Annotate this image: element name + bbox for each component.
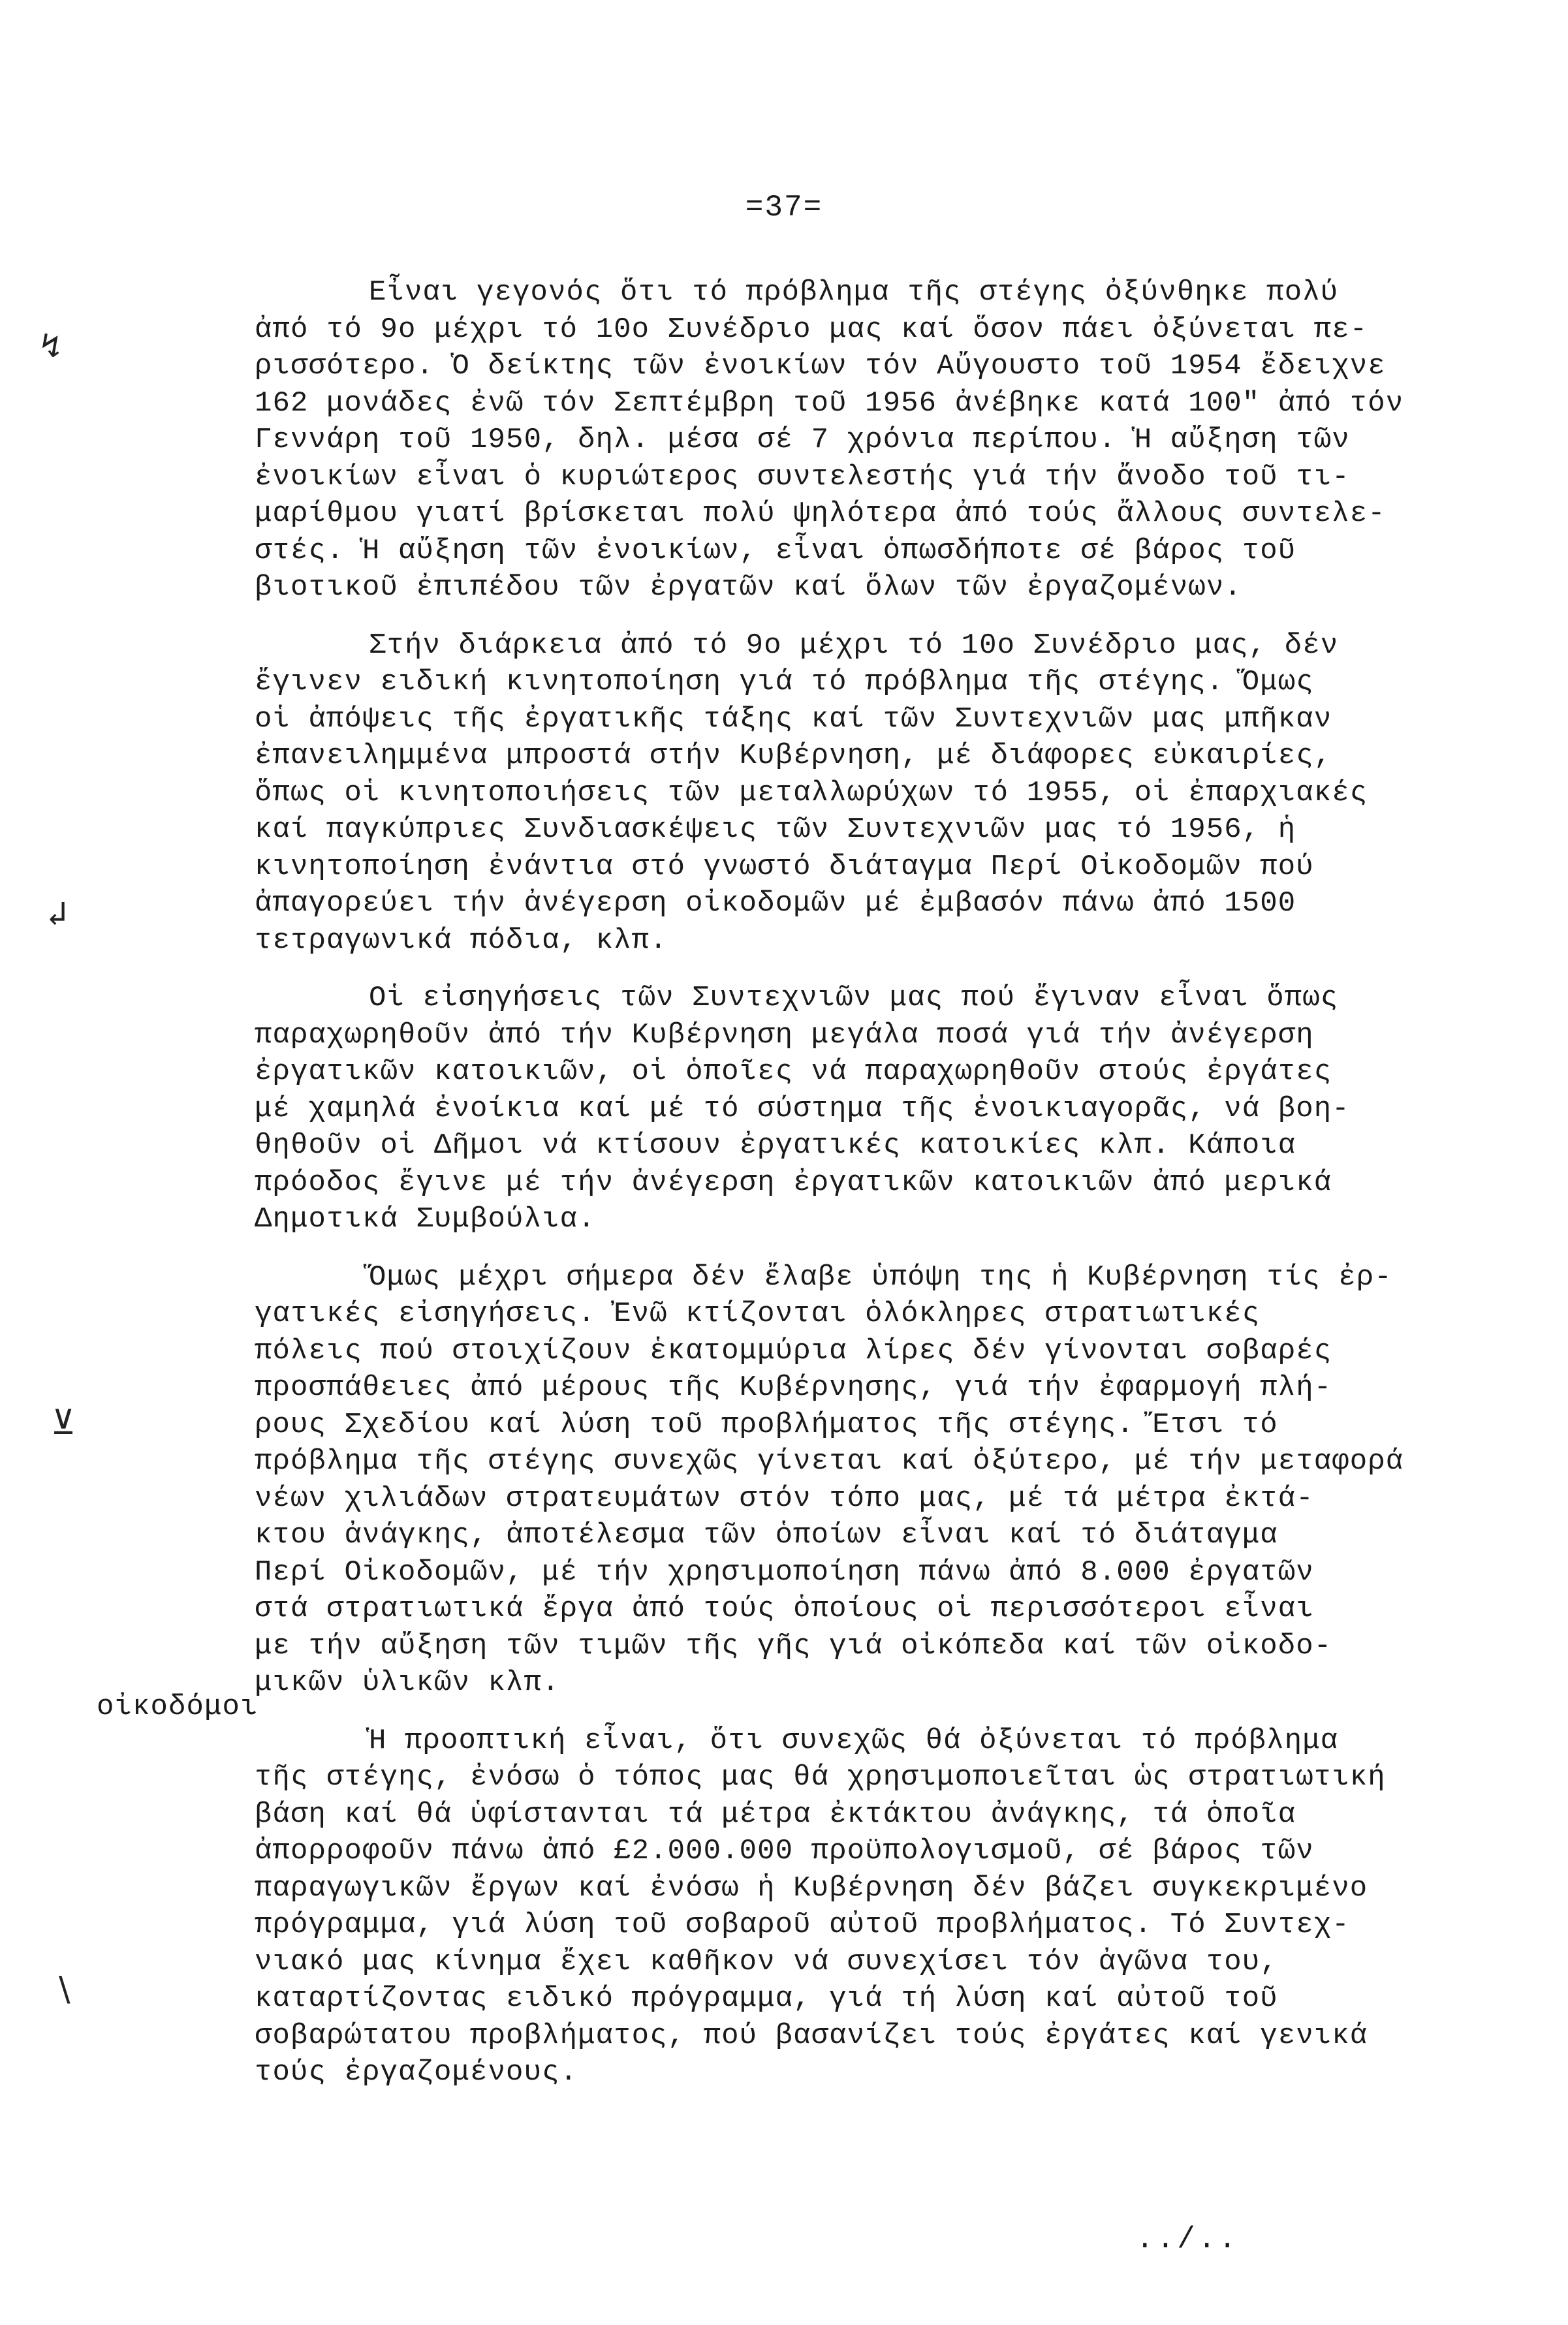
margin-pen-mark: ↲ <box>47 897 68 935</box>
text-line: στές. Ἡ αὔξηση τῶν ἐνοικίων, εἶναι ὁπωσδήποτε σέ βάρος τοῦ <box>255 534 1296 567</box>
text-line: σοβαρώτατου προβλήματος, πού βασανίζει τούς ἐργάτες καί γενικά <box>255 2019 1368 2052</box>
text-line: κτου ἀνάγκης, ἀποτέλεσμα τῶν ὁποίων εἶναι καί τό διάταγμα <box>255 1519 1278 1552</box>
text-line: κινητοποίηση ἐνάντια στό γνωστό διάταγμα Περί Οἰκοδομῶν πού <box>255 850 1314 883</box>
text-line: βάση καί θά ὑφίστανται τά μέτρα ἐκτάκτου ἀνάγκης, τά ὁποῖα <box>255 1798 1296 1831</box>
text-line: καί παγκύπριες Συνδιασκέψεις τῶν Συντεχνιῶν μας τό 1956, ἡ <box>255 813 1296 846</box>
text-line: ὅπως οἱ κινητοποιήσεις τῶν μεταλλωρύχων τό 1955, οἱ ἐπαρχιακές <box>255 776 1368 809</box>
text-line: ἐπανειλημμένα μπροστά στήν Κυβέρνηση, μέ διάφορες εὐκαιρίες, <box>255 740 1332 772</box>
text-line: ἐνοικίων εἶναι ὁ κυριώτερος συντελεστής γιά τήν ἄνοδο τοῦ τι- <box>255 460 1350 493</box>
text-line: Ὅμως μέχρι σήμερα δέν ἔλαβε ὑπόψη της ἡ Κυβέρνηση τίς ἐρ- <box>369 1260 1392 1294</box>
text-line: ἀπορροφοῦν πάνω ἀπό £2.000.000 προϋπολογισμοῦ, σέ βάρος τῶν <box>255 1835 1314 1867</box>
text-line: μαρίθμου γιατί βρίσκεται πολύ ψηλότερα ἀπό τούς ἄλλους συντελε- <box>255 497 1386 530</box>
text-line: 162 μονάδες ἐνῶ τόν Σεπτέμβρη τοῦ 1956 ἀνέβηκε κατά 100" ἀπό τόν <box>255 386 1404 420</box>
text-line: πρόβλημα τῆς στέγης συνεχῶς γίνεται καί ὀξύτερο, μέ τήν μεταφορά <box>255 1445 1404 1478</box>
text-line: καταρτίζοντας ειδικό πρόγραμμα, γιά τή λύση καί αὐτοῦ τοῦ <box>255 1982 1278 2015</box>
margin-pen-mark: ∖ <box>52 1974 74 2012</box>
text-line: παραχωρηθοῦν ἀπό τήν Κυβέρνηση μεγάλα ποσά γιά τήν ἀνέγερση <box>255 1018 1314 1052</box>
document-body <box>255 274 1528 2112</box>
paragraph <box>255 274 1528 606</box>
continuation-mark: ../.. <box>1136 2223 1240 2256</box>
paragraph <box>255 627 1528 960</box>
text-line: ἀπαγορεύει τήν ἀνέγερση οἰκοδομῶν μέ ἐμβασόν πάνω ἀπό 1500 <box>255 887 1296 920</box>
text-line: βιοτικοῦ ἐπιπέδου τῶν ἐργατῶν καί ὅλων τῶν ἐργαζομένων. <box>255 571 1242 604</box>
text-line: οἱ ἀπόψεις τῆς ἐργατικῆς τάξης καί τῶν Συντεχνιῶν μας μπῆκαν <box>255 702 1332 736</box>
text-line: τῆς στέγης, ἐνόσω ὁ τόπος μας θά χρησιμοποιεῖται ὡς στρατιωτική <box>255 1761 1386 1794</box>
text-line: Εἶναι γεγονός ὅτι τό πρόβλημα τῆς στέγης ὀξύνθηκε πολύ <box>369 276 1339 309</box>
text-line: στά στρατιωτικά ἔργα ἀπό τούς ὁποίους οἱ περισσότεροι εἶναι <box>255 1593 1314 1625</box>
text-line: τετραγωνικά πόδια, κλπ. <box>255 924 668 957</box>
text-line: ρισσότερο. Ὁ δείκτης τῶν ἐνοικίων τόν Αὔγουστο τοῦ 1954 ἔδειχνε <box>255 350 1386 382</box>
text-line: προσπάθειες ἀπό μέρους τῆς Κυβέρνησης, γιά τήν ἐφαρμογή πλή- <box>255 1371 1332 1404</box>
text-line: ἀπό τό 9ο μέχρι τό 10ο Συνέδριο μας καί ὅσον πάει ὀξύνεται πε- <box>255 313 1368 346</box>
text-line: Στήν διάρκεια ἀπό τό 9ο μέχρι τό 10ο Συνέδριο μας, δέν <box>369 629 1339 662</box>
text-line: πρόοδος ἔγινε μέ τήν ἀνέγερση ἐργατικῶν κατοικιῶν ἀπό μερικά <box>255 1166 1332 1199</box>
text-line: νέων χιλιάδων στρατευμάτων στόν τόπο μας, μέ τά μέτρα ἐκτά- <box>255 1482 1314 1515</box>
margin-note: οἰκοδόμοι <box>97 1691 259 1723</box>
text-line: Ἡ προοπτική εἶναι, ὅτι συνεχῶς θά ὀξύνεται τό πρόβλημα <box>369 1724 1339 1757</box>
text-line: γατικές εἰσηγήσεις. Ἐνῶ κτίζονται ὁλόκληρες στρατιωτικές <box>255 1298 1261 1330</box>
paragraph <box>255 1723 1528 2091</box>
text-line: ρους Σχεδίου καί λύση τοῦ προβλήματος τῆς στέγης. Ἔτσι τό <box>255 1408 1278 1441</box>
text-line: νιακό μας κίνημα ἔχει καθῆκον νά συνεχίσει τόν ἀγῶνα του, <box>255 1945 1278 1978</box>
text-line: Γεννάρη τοῦ 1950, δηλ. μέσα σέ 7 χρόνια περίπου. Ἡ αὔξηση τῶν <box>255 424 1350 456</box>
text-line: μέ χαμηλά ἐνοίκια καί μέ τό σύστημα τῆς ἐνοικιαγορᾶς, νά βοη- <box>255 1092 1350 1125</box>
margin-pen-mark: ⊻ <box>51 1406 76 1444</box>
page-number: =37= <box>745 191 823 225</box>
text-line: πόλεις πού στοιχίζουν ἑκατομμύρια λίρες δέν γίνονται σοβαρές <box>255 1334 1332 1367</box>
text-line: θηθοῦν οἱ Δῆμοι νά κτίσουν ἐργατικές κατοικίες κλπ. Κάποια <box>255 1129 1296 1162</box>
margin-pen-mark: ↯ <box>40 329 61 367</box>
text-line: ἔγινεν ειδική κινητοποίηση γιά τό πρόβλημα τῆς στέγης. Ὅμως <box>255 666 1314 698</box>
text-line: με τήν αὔξηση τῶν τιμῶν τῆς γῆς γιά οἰκόπεδα καί τῶν οἰκοδο- <box>255 1629 1332 1662</box>
text-line: Δημοτικά Συμβούλια. <box>255 1203 596 1236</box>
text-line: παραγωγικῶν ἔργων καί ἐνόσω ἡ Κυβέρνηση δέν βάζει συγκεκριμένο <box>255 1871 1368 1905</box>
paragraph <box>255 1259 1528 1702</box>
text-line: ἐργατικῶν κατοικιῶν, οἱ ὁποῖες νά παραχωρηθοῦν στούς ἐργάτες <box>255 1055 1332 1088</box>
text-line: μικῶν ὑλικῶν κλπ. <box>255 1666 560 1699</box>
text-line: τούς ἐργαζομένους. <box>255 2056 578 2089</box>
text-line: πρόγραμμα, γιά λύση τοῦ σοβαροῦ αὐτοῦ προβλήματος. Τό Συντεχ- <box>255 1909 1350 1941</box>
paragraph <box>255 980 1528 1238</box>
text-line: Περί Οἰκοδομῶν, μέ τήν χρησιμοποίηση πάνω ἀπό 8.000 ἐργατῶν <box>255 1555 1314 1589</box>
text-line: Οἱ εἰσηγήσεις τῶν Συντεχνιῶν μας πού ἔγιναν εἶναι ὅπως <box>369 982 1339 1014</box>
